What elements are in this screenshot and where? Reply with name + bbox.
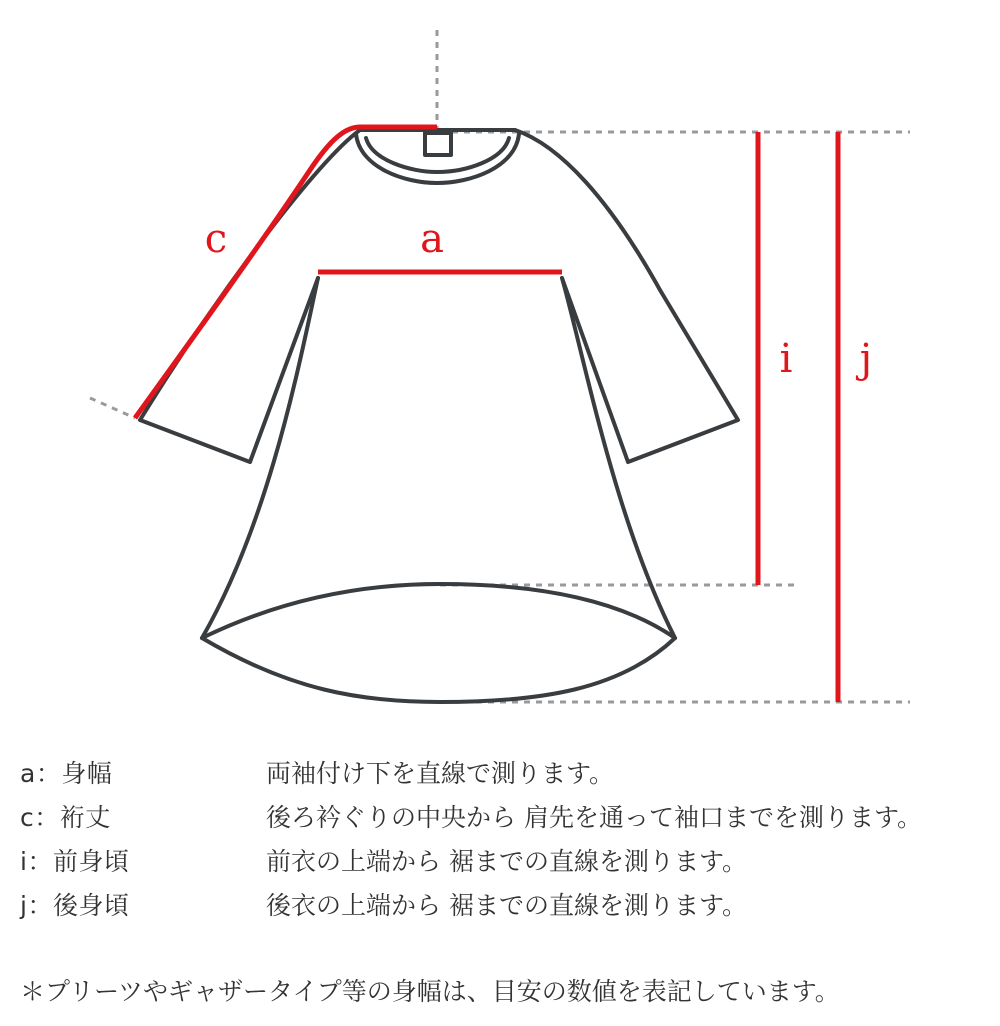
legend-key: c：裄丈 xyxy=(20,803,111,832)
legend-key: j：後身頃 xyxy=(20,891,130,920)
measurement-legend xyxy=(20,752,995,928)
legend-row-a xyxy=(20,752,995,796)
sleeve-end-guide xyxy=(90,398,135,418)
body-left-side xyxy=(202,278,318,638)
front-hem xyxy=(202,584,675,638)
legend-description: 前衣の上端から 裾までの直線を測ります。 xyxy=(266,847,747,876)
legend-key: i：前身頃 xyxy=(20,847,130,876)
label-c: c xyxy=(204,216,228,262)
back-hem xyxy=(202,638,675,702)
right-shoulder-sleeve xyxy=(515,130,738,462)
label-i: i xyxy=(779,336,793,382)
legend-key: a：身幅 xyxy=(20,759,113,788)
label-j: j xyxy=(859,336,873,382)
label-a: a xyxy=(420,216,444,262)
legend-row-c xyxy=(20,796,995,840)
left-shoulder-sleeve xyxy=(140,130,360,462)
footnote: ＊プリーツやギャザータイプ等の身幅は、目安の数値を表記しています。 xyxy=(20,977,840,1006)
legend-row-j xyxy=(20,884,995,928)
legend-description: 両袖付け下を直線で測ります。 xyxy=(266,759,615,788)
legend-description: 後衣の上端から 裾までの直線を測ります。 xyxy=(266,891,747,920)
legend-row-i xyxy=(20,840,995,884)
legend-description: 後ろ衿ぐりの中央から 肩先を通って袖口までを測ります。 xyxy=(266,803,922,832)
neck-label xyxy=(425,133,451,155)
